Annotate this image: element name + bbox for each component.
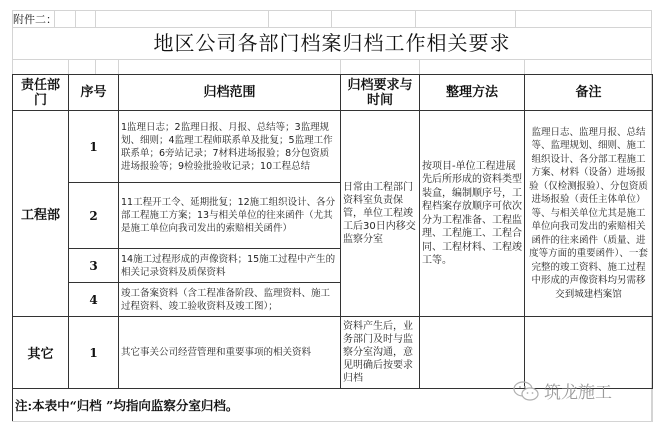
gridline bbox=[515, 10, 516, 27]
gridline bbox=[12, 10, 652, 11]
scope-cell: 其它事关公司经营管理和重要事项的相关资料 bbox=[119, 317, 341, 389]
header-dept: 责任部门 bbox=[13, 75, 69, 111]
gridline bbox=[68, 59, 69, 74]
row-number: 3 bbox=[69, 249, 119, 283]
gridline bbox=[75, 10, 76, 27]
remarks-cell: 监理日志、监理月报、总结等、监理规划、细则、施工组织设计、各分部工程施工方案、材料（设备）进场报验（仅检测报验）、分包资质进场报验（责任主体单位）等、与相关单位尤其是施工单位向我司发出的索赔相关函件的往来函件（质量、进度等方面的重要函件）、一套完整的竣工资料、施工过程中形成的声像资料均另需移交到城建档案馆 bbox=[525, 111, 653, 317]
gridline bbox=[415, 10, 416, 27]
gridline bbox=[95, 10, 96, 27]
footnote: 注:本表中“归档 ”均指向监察分室归档。 bbox=[13, 389, 653, 422]
gridline bbox=[12, 59, 652, 60]
table-header-row bbox=[13, 75, 653, 111]
header-scope: 归档范围 bbox=[119, 75, 341, 111]
archive-requirements-table bbox=[12, 74, 653, 422]
gridline bbox=[268, 10, 269, 27]
requirement-cell: 资料产生后，业务部门及时与监察分室沟通，意见明确后按要求归档 bbox=[341, 317, 420, 389]
method-cell: 按项目-单位工程进展先后所形成的资料类型装盒，编制顺序号，工程档案存放顺序可依次分为工程准备、工程监理、工程施工、工程合同、工程材料、工程竣工等。 bbox=[420, 111, 525, 317]
header-no: 序号 bbox=[69, 75, 119, 111]
watermark-text: 筑龙施工 bbox=[544, 383, 612, 403]
requirement-cell: 日常由工程部门资料室负责保管，单位工程竣工后30日内移交监察分室 bbox=[341, 111, 420, 317]
table-row bbox=[13, 111, 653, 183]
row-number: 1 bbox=[69, 111, 119, 183]
wechat-icon bbox=[512, 380, 540, 402]
dept-cell: 工程部 bbox=[13, 111, 69, 317]
gridline bbox=[524, 59, 525, 74]
header-method: 整理方法 bbox=[420, 75, 525, 111]
row-number: 4 bbox=[69, 283, 119, 317]
scope-cell: 竣工备案资料（含工程准备阶段、监理资料、施工过程资料、竣工验收资料及竣工图）； bbox=[119, 283, 341, 317]
gridline bbox=[419, 59, 420, 74]
gridline bbox=[95, 59, 96, 74]
header-requirement: 归档要求与时间 bbox=[341, 75, 420, 111]
document-title: 地区公司各部门档案归档工作相关要求 bbox=[153, 31, 511, 55]
scope-cell: 14施工过程形成的声像资料；15施工过程中产生的相关记录资料及质保资料 bbox=[119, 249, 341, 283]
gridline bbox=[340, 59, 341, 74]
scope-cell: 1监理日志；2监理日报、月报、总结等；3监理规划、细则；4监理工程师联系单及批复；5监理工作联系单；6旁站记录；7材料进场报验；8分包资质进场报验等；9检验批验收记录；10工程总结 bbox=[119, 111, 341, 183]
dept-cell: 其它 bbox=[13, 317, 69, 389]
gridline bbox=[118, 59, 119, 74]
gridline bbox=[331, 10, 332, 27]
header-remarks: 备注 bbox=[525, 75, 653, 111]
row-number: 2 bbox=[69, 183, 119, 249]
method-cell bbox=[420, 317, 525, 389]
watermark bbox=[512, 378, 612, 403]
row-number: 1 bbox=[69, 317, 119, 389]
attachment-label: 附件二： bbox=[13, 13, 57, 26]
scope-cell: 11工程开工令、延期批复；12施工组织设计、各分部工程施工方案；13与相关单位的往来函件（尤其是施工单位向我司发出的索赔相关函件） bbox=[119, 183, 341, 249]
